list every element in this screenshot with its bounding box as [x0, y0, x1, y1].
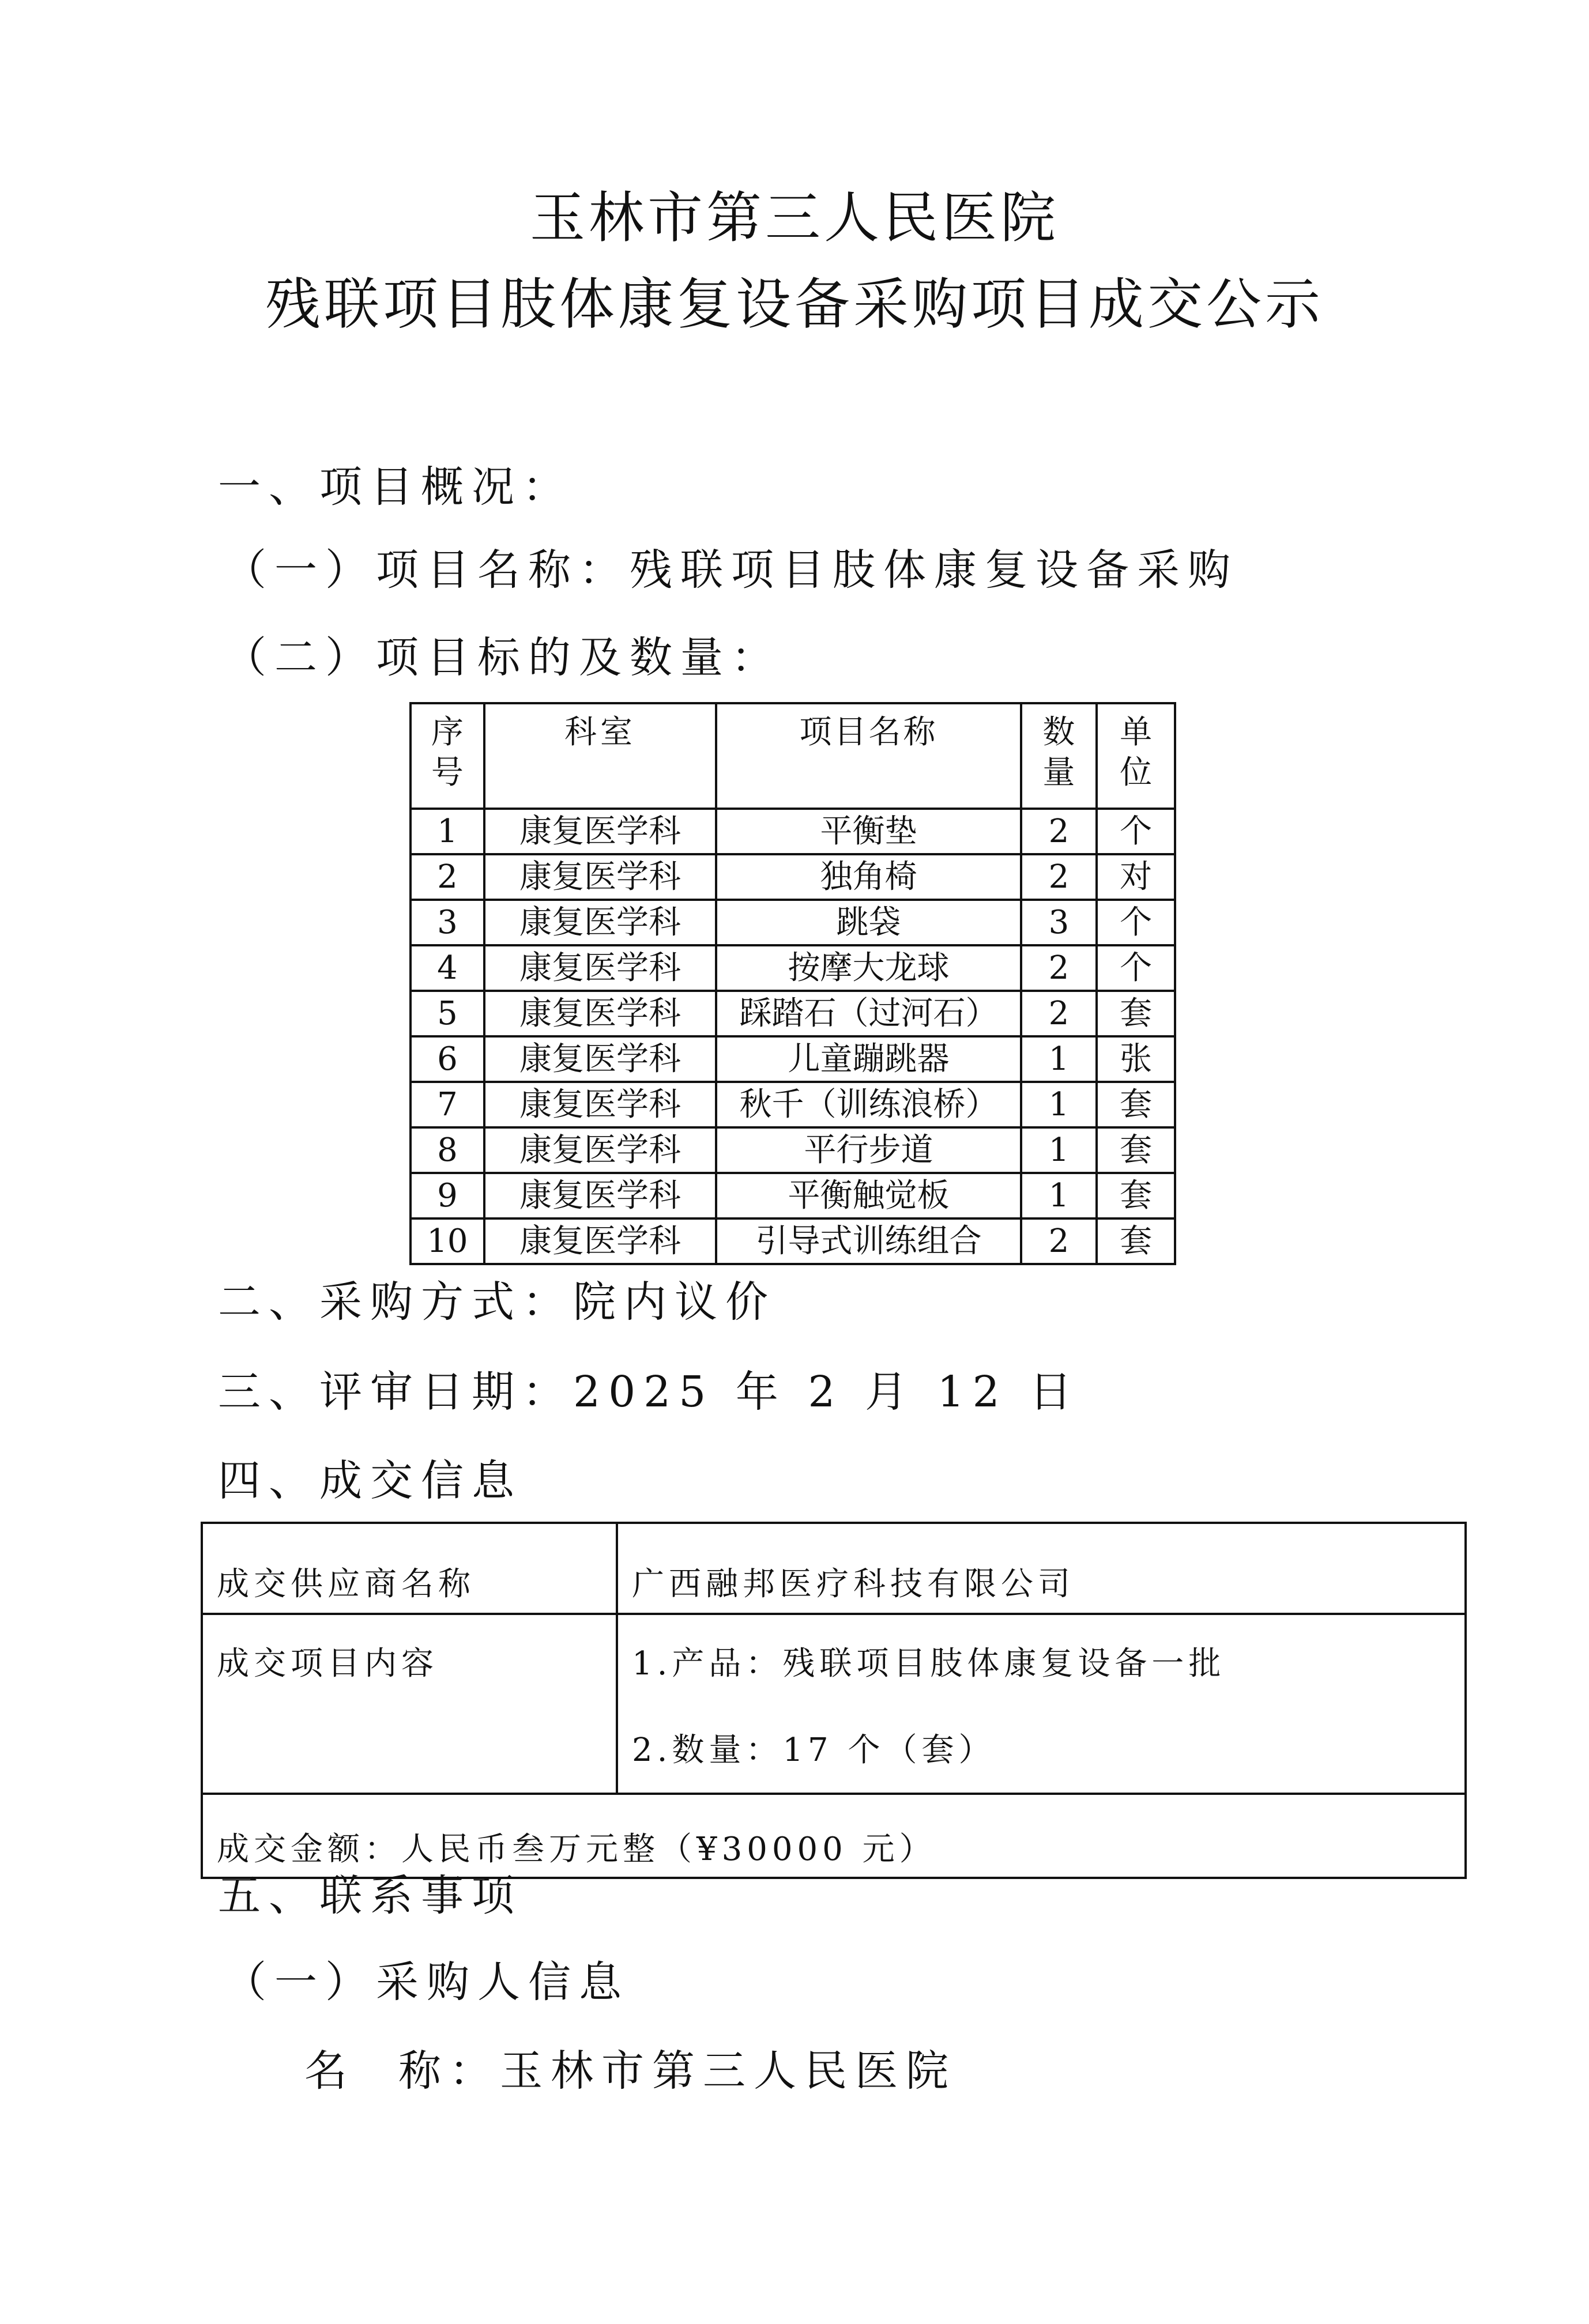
cell-item-name: 独角椅: [716, 854, 1021, 900]
cell-seq: 10: [411, 1218, 484, 1264]
cell-qty: 2: [1021, 1218, 1097, 1264]
cell-dept: 康复医学科: [484, 1127, 717, 1173]
table-row: [411, 991, 1175, 1036]
cell-item-name: 平衡触觉板: [716, 1173, 1021, 1218]
cell-qty: 2: [1021, 854, 1097, 900]
cell-unit: 套: [1097, 991, 1175, 1036]
cell-seq: 8: [411, 1127, 484, 1173]
cell-unit: 套: [1097, 1082, 1175, 1127]
cell-item-name: 跳袋: [716, 900, 1021, 945]
cell-seq: 4: [411, 945, 484, 991]
cell-item-name: 按摩大龙球: [716, 945, 1021, 991]
cell-dept: 康复医学科: [484, 1218, 717, 1264]
header-item-name: 项目名称: [716, 703, 1021, 809]
table-row: [411, 1127, 1175, 1173]
purchaser-info-heading: （一）采购人信息: [224, 1957, 630, 2007]
cell-unit: 个: [1097, 809, 1175, 854]
cell-dept: 康复医学科: [484, 991, 717, 1036]
section-5-heading: 五、联系事项: [218, 1871, 522, 1921]
items-table-header: [411, 703, 1175, 809]
cell-unit: 套: [1097, 1127, 1175, 1173]
project-items-heading: （二）项目标的及数量：: [224, 633, 782, 682]
cell-unit: 个: [1097, 900, 1175, 945]
cell-item-name: 儿童蹦跳器: [716, 1036, 1021, 1082]
amount-row: [202, 1794, 1466, 1878]
deal-info-table: [201, 1522, 1467, 1879]
content-label: 成交项目内容: [202, 1614, 617, 1794]
cell-dept: 康复医学科: [484, 945, 717, 991]
header-qty: 数量: [1021, 703, 1097, 809]
cell-unit: 个: [1097, 945, 1175, 991]
cell-seq: 2: [411, 854, 484, 900]
table-row: [411, 1082, 1175, 1127]
supplier-value: 广西融邦医疗科技有限公司: [617, 1523, 1466, 1614]
cell-unit: 套: [1097, 1173, 1175, 1218]
review-date: 三、评审日期：2025 年 2 月 12 日: [218, 1367, 1080, 1417]
cell-qty: 3: [1021, 900, 1097, 945]
cell-seq: 3: [411, 900, 484, 945]
content-value: [617, 1614, 1466, 1794]
cell-dept: 康复医学科: [484, 900, 717, 945]
cell-seq: 9: [411, 1173, 484, 1218]
cell-dept: 康复医学科: [484, 1036, 717, 1082]
cell-qty: 1: [1021, 1173, 1097, 1218]
items-table: [409, 702, 1176, 1265]
cell-dept: 康复医学科: [484, 1082, 717, 1127]
header-unit: 单位: [1097, 703, 1175, 809]
cell-item-name: 平衡垫: [716, 809, 1021, 854]
header-seq: 序号: [411, 703, 484, 809]
purchaser-name: 名 称：玉林市第三人民医院: [304, 2046, 957, 2096]
cell-qty: 2: [1021, 809, 1097, 854]
section-1-heading: 一、项目概况：: [218, 462, 573, 512]
table-row: [411, 854, 1175, 900]
deal-amount: 成交金额：人民币叁万元整（¥30000 元）: [202, 1794, 1466, 1878]
cell-dept: 康复医学科: [484, 854, 717, 900]
cell-seq: 1: [411, 809, 484, 854]
cell-item-name: 平行步道: [716, 1127, 1021, 1173]
table-row: [411, 900, 1175, 945]
section-4-heading: 四、成交信息: [218, 1456, 522, 1506]
cell-dept: 康复医学科: [484, 1173, 717, 1218]
cell-item-name: 踩踏石（过河石）: [716, 991, 1021, 1036]
cell-unit: 套: [1097, 1218, 1175, 1264]
supplier-label: 成交供应商名称: [202, 1523, 617, 1614]
cell-unit: 张: [1097, 1036, 1175, 1082]
project-name-line: （一）项目名称：残联项目肢体康复设备采购: [224, 545, 1238, 595]
cell-qty: 1: [1021, 1082, 1097, 1127]
table-row: [411, 1173, 1175, 1218]
table-row: [411, 809, 1175, 854]
cell-item-name: 引导式训练组合: [716, 1218, 1021, 1264]
procurement-method: 二、采购方式：院内议价: [218, 1277, 776, 1327]
cell-qty: 2: [1021, 991, 1097, 1036]
table-row: [411, 1036, 1175, 1082]
cell-qty: 1: [1021, 1036, 1097, 1082]
content-line-1: 1.产品：残联项目肢体康复设备一批: [632, 1645, 1226, 1682]
table-row: [411, 945, 1175, 991]
supplier-row: [202, 1523, 1466, 1614]
cell-seq: 5: [411, 991, 484, 1036]
cell-qty: 1: [1021, 1127, 1097, 1173]
content-line-2: 2.数量：17 个（套）: [632, 1731, 996, 1769]
header-dept: 科室: [484, 703, 717, 809]
content-row: [202, 1614, 1466, 1794]
cell-item-name: 秋千（训练浪桥）: [716, 1082, 1021, 1127]
cell-seq: 7: [411, 1082, 484, 1127]
cell-qty: 2: [1021, 945, 1097, 991]
title-line-1: 玉林市第三人民医院: [530, 186, 1059, 250]
table-row: [411, 1218, 1175, 1264]
cell-dept: 康复医学科: [484, 809, 717, 854]
cell-seq: 6: [411, 1036, 484, 1082]
title-line-2: 残联项目肢体康复设备采购项目成交公示: [265, 272, 1324, 337]
cell-unit: 对: [1097, 854, 1175, 900]
